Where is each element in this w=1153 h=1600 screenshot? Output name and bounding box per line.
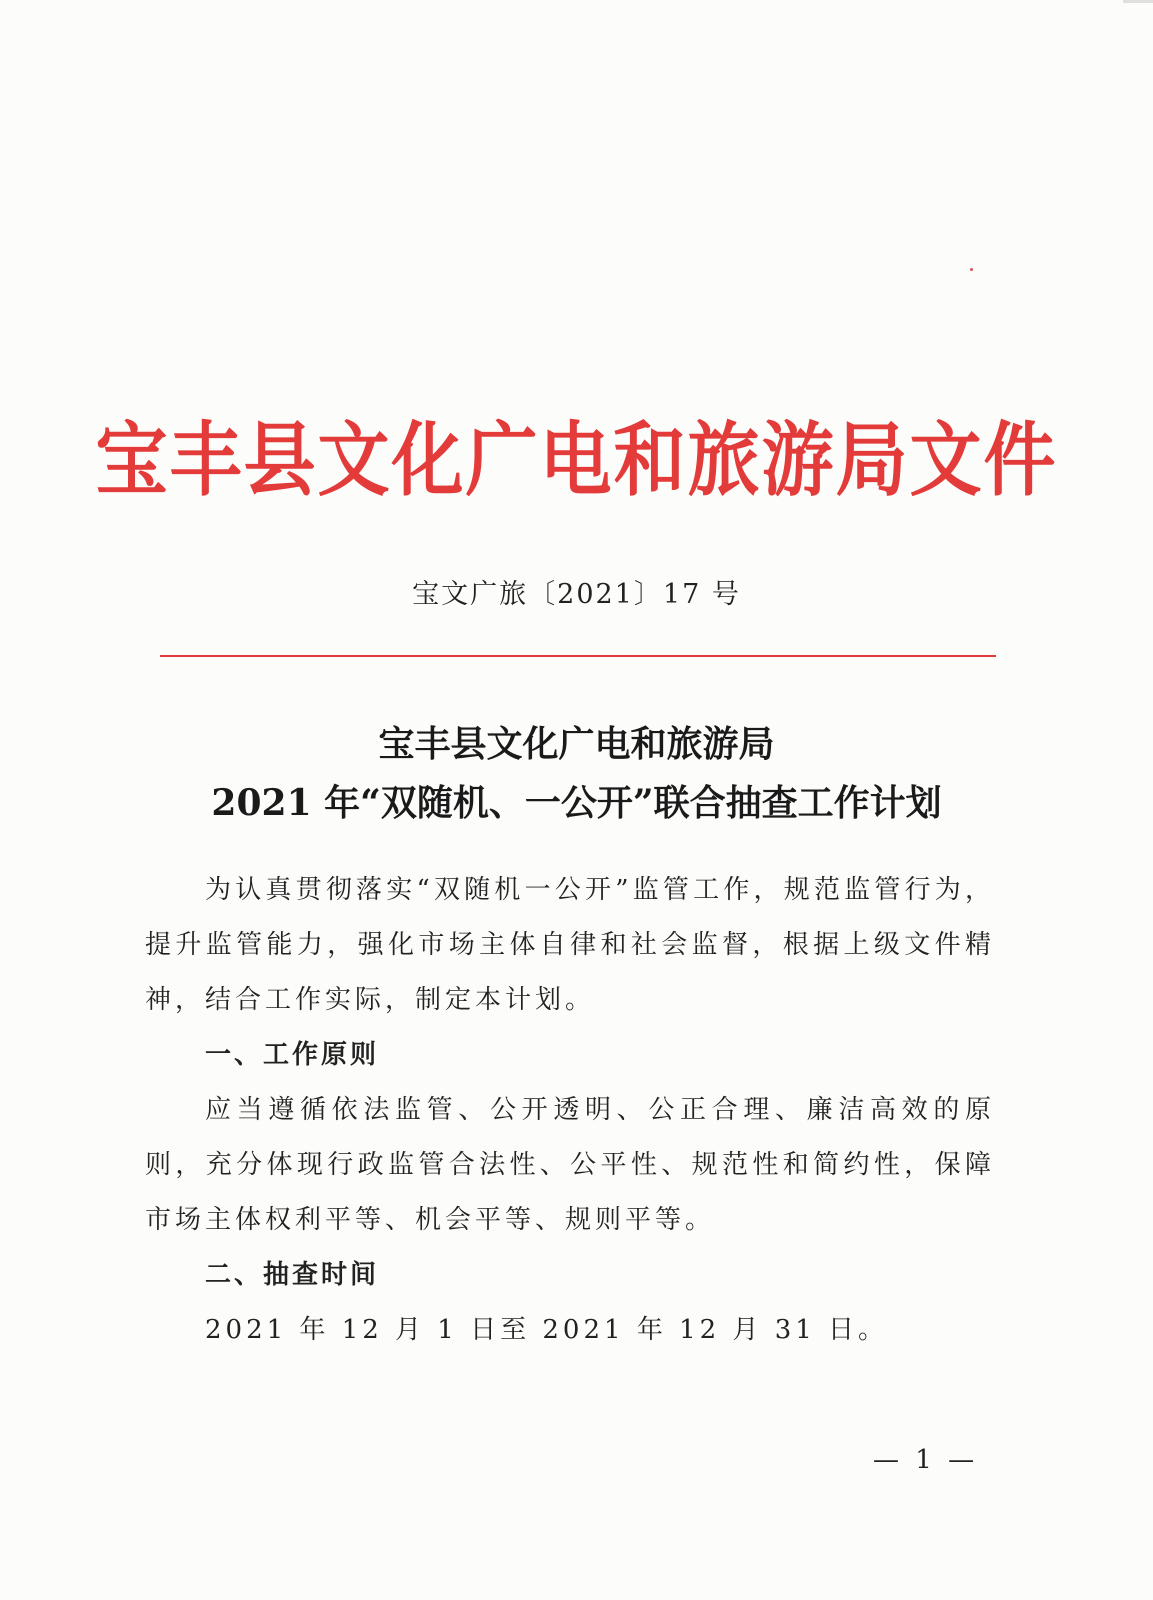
intro-paragraph: 为认真贯彻落实“双随机一公开”监管工作，规范监管行为，提升监管能力，强化市场主体自律和社会监督，根据上级文件精神，结合工作实际，制定本计划。	[145, 875, 995, 1015]
scan-speck	[970, 268, 973, 271]
schedule-paragraph: 2021 年 12 月 1 日至 2021 年 12 月 31 日。	[205, 1315, 889, 1345]
section-heading-principles: 一、工作原则	[205, 1040, 380, 1070]
section-heading-schedule: 二、抽查时间	[205, 1260, 380, 1290]
principles-paragraph: 应当遵循依法监管、公开透明、公正合理、廉洁高效的原则，充分体现行政监管合法性、公平性、规范性和简约性，保障市场主体权利平等、机会平等、规则平等。	[145, 1095, 995, 1235]
document-body	[145, 863, 995, 1358]
red-divider-line	[160, 655, 996, 657]
scan-edge-mark	[1123, 0, 1153, 3]
document-number: 宝文广旅〔2021〕17 号	[412, 579, 741, 610]
document-title-line-2: 2021 年“双随机、一公开”联合抽查工作计划	[211, 782, 942, 824]
page-number: — 1 —	[873, 1445, 979, 1475]
issuer-banner: 宝丰县文化广电和旅游局文件	[95, 411, 1058, 507]
document-title-line-1: 宝丰县文化广电和旅游局	[378, 723, 775, 765]
